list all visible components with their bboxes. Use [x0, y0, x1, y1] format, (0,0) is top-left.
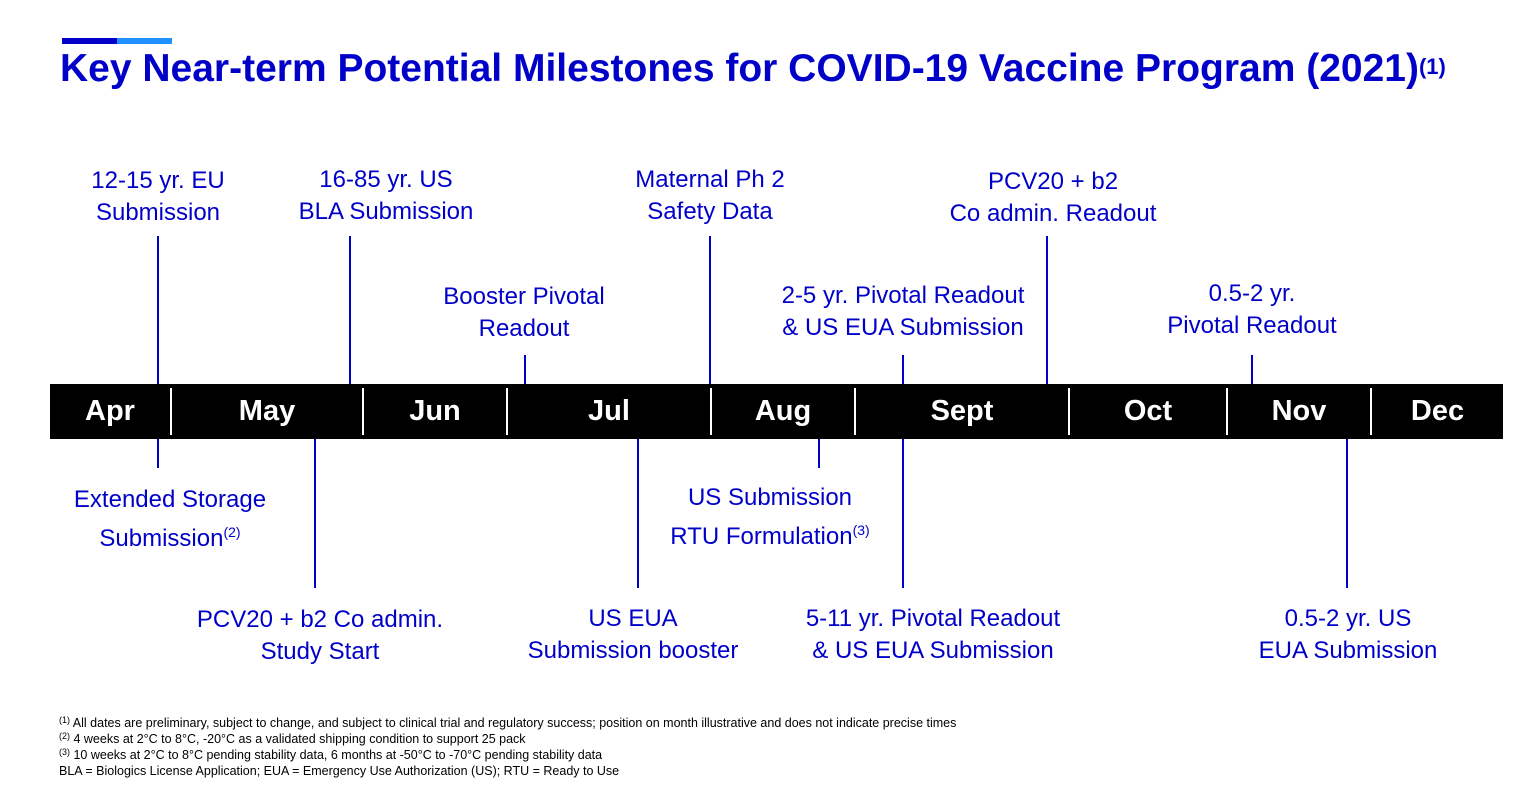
timeline-bar [50, 384, 1503, 439]
milestone-label: PCV20 + b2 Co admin. Study Start [196, 606, 444, 665]
month-jun: Jun [409, 395, 461, 427]
connector-line [314, 439, 316, 588]
connector-line [1346, 439, 1348, 588]
milestone-label: US Submission RTU Formulation$^{(3)}$ [670, 484, 870, 550]
connector-line [524, 355, 526, 384]
page-title: Key Near-term Potential Milestones for COVID-19 Vaccine Program $(2021)^{(1)}$ [60, 47, 1446, 90]
month-apr: Apr [85, 395, 135, 427]
month-jul: Jul [588, 395, 630, 427]
connector-line [637, 439, 639, 588]
month-aug: Aug [754, 395, 812, 427]
month-dec: Dec [1410, 395, 1465, 427]
milestone-label: Maternal Ph 2 Safety Data [635, 166, 785, 225]
milestone-label: 2-5 yr. Pivotal Readout & US EUA Submission [781, 282, 1025, 341]
milestone-label: PCV20 + b2 Co admin. Readout [949, 168, 1157, 227]
month-may: May [238, 395, 296, 427]
title-accent-light [117, 38, 172, 44]
connector-line [902, 355, 904, 384]
connector-line [818, 439, 820, 468]
footnotes [59, 715, 956, 779]
abbreviations: BLA = Biologics License Application; EUA = Emergency Use Authorization (US); RTU = Ready to Use [59, 764, 620, 778]
milestone-label: 16-85 yr. US BLA Submission [298, 166, 474, 225]
connector-line [349, 236, 351, 384]
connector-line [902, 439, 904, 588]
month-nov: Nov [1271, 395, 1327, 427]
milestone-label: 0.5-2 yr. US EUA Submission [1258, 605, 1438, 664]
milestone-label: 0.5-2 yr. Pivotal Readout [1167, 280, 1337, 339]
connector-line [157, 236, 159, 384]
connector-line [1251, 355, 1253, 384]
milestone-label: 12-15 yr. EU Submission [91, 167, 225, 226]
milestone-label: 5-11 yr. Pivotal Readout & US EUA Submission [805, 605, 1061, 664]
milestone-label: Booster Pivotal Readout [443, 283, 605, 342]
milestone-label: Extended Storage Submission$^{(2)}$ [73, 486, 267, 552]
title-accent-dark [62, 38, 117, 44]
connector-line [709, 236, 711, 384]
month-oct: Oct [1123, 395, 1173, 427]
milestone-label: US EUA Submission booster [527, 605, 739, 664]
connector-line [157, 439, 159, 468]
footnote: $^{(3)}$ 10 weeks at 2°C to 8°C pending stability data, 6 months at -50°C to -70°C pending stability data [59, 747, 603, 762]
footnote: $^{(1)}$ All dates are preliminary, subject to change, and subject to clinical trial and regulatory success; position on month illustrative and does not indicate precise times [59, 715, 957, 730]
month-sept: Sept [930, 395, 994, 427]
footnote: $^{(2)}$ 4 weeks at 2°C to 8°C, -20°C as a validated shipping condition to support 25 pack [59, 731, 526, 746]
